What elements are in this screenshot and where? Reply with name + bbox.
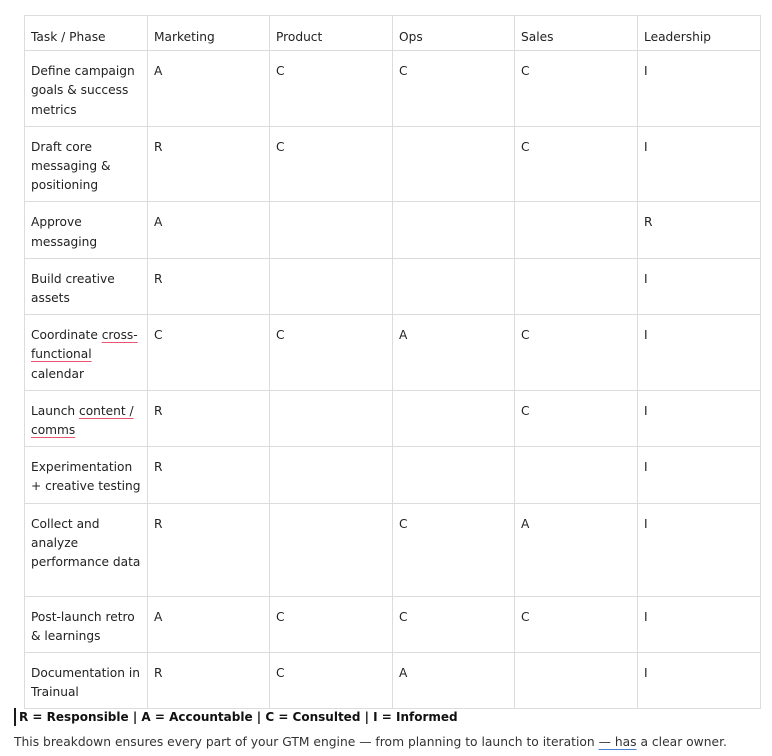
table-row — [25, 258, 761, 314]
task-cell[interactable] — [25, 390, 148, 446]
table-row — [25, 653, 761, 709]
table-row — [25, 390, 761, 446]
table-row — [25, 126, 761, 202]
raci-table-container — [24, 15, 761, 709]
product-cell[interactable]: C — [270, 51, 393, 127]
marketing-cell[interactable]: A — [148, 596, 270, 652]
sales-cell[interactable]: A — [515, 503, 638, 596]
ops-cell[interactable]: C — [393, 596, 515, 652]
product-cell[interactable] — [270, 447, 393, 503]
spellcheck-underlined-text: content / comms — [31, 403, 134, 438]
header-ops[interactable]: Ops — [393, 16, 515, 51]
task-cell[interactable]: Post-launch retro & learnings — [25, 596, 148, 652]
ops-cell[interactable]: A — [393, 653, 515, 709]
table-row — [25, 596, 761, 652]
marketing-cell[interactable]: R — [148, 390, 270, 446]
leadership-cell[interactable]: I — [638, 596, 761, 652]
sales-cell[interactable]: C — [515, 596, 638, 652]
table-row — [25, 51, 761, 127]
ops-cell[interactable] — [393, 390, 515, 446]
product-cell[interactable]: C — [270, 126, 393, 202]
header-marketing[interactable]: Marketing — [148, 16, 270, 51]
marketing-cell[interactable]: R — [148, 447, 270, 503]
task-cell[interactable]: Define campaign goals & success metrics — [25, 51, 148, 127]
sales-cell[interactable] — [515, 447, 638, 503]
task-cell[interactable]: Collect and analyze performance data — [25, 503, 148, 596]
product-cell[interactable]: C — [270, 315, 393, 391]
leadership-cell[interactable]: I — [638, 315, 761, 391]
ops-cell[interactable]: A — [393, 315, 515, 391]
product-cell[interactable] — [270, 258, 393, 314]
header-leadership[interactable]: Leadership — [638, 16, 761, 51]
task-text-start: Coordinate — [31, 328, 102, 343]
sales-cell[interactable] — [515, 202, 638, 258]
raci-legend[interactable]: R = Responsible | A = Accountable | C = Consulted | I = Informed — [14, 708, 458, 726]
task-text-start: Launch — [31, 403, 80, 418]
sales-cell[interactable] — [515, 258, 638, 314]
task-cell[interactable]: Experimentation + creative testing — [25, 447, 148, 503]
table-row — [25, 202, 761, 258]
leadership-cell[interactable]: I — [638, 258, 761, 314]
sales-cell[interactable]: C — [515, 315, 638, 391]
sales-cell[interactable]: C — [515, 126, 638, 202]
task-cell[interactable]: Build creative assets — [25, 258, 148, 314]
marketing-cell[interactable]: A — [148, 202, 270, 258]
ops-cell[interactable] — [393, 126, 515, 202]
task-cell[interactable]: Documentation in Trainual — [25, 653, 148, 709]
table-row — [25, 315, 761, 391]
leadership-cell[interactable]: I — [638, 390, 761, 446]
sales-cell[interactable] — [515, 653, 638, 709]
summary-text-end: a clear owner. — [636, 735, 727, 749]
marketing-cell[interactable]: C — [148, 315, 270, 391]
marketing-cell[interactable]: R — [148, 653, 270, 709]
sales-cell[interactable]: C — [515, 390, 638, 446]
task-text-end: calendar — [31, 366, 84, 381]
header-task-phase[interactable]: Task / Phase — [25, 16, 148, 51]
leadership-cell[interactable]: I — [638, 653, 761, 709]
product-cell[interactable]: C — [270, 596, 393, 652]
marketing-cell[interactable]: R — [148, 503, 270, 596]
summary-paragraph[interactable] — [14, 733, 727, 751]
leadership-cell[interactable]: I — [638, 126, 761, 202]
table-row — [25, 503, 761, 596]
marketing-cell[interactable]: A — [148, 51, 270, 127]
ops-cell[interactable] — [393, 258, 515, 314]
leadership-cell[interactable]: I — [638, 51, 761, 127]
ops-cell[interactable]: C — [393, 503, 515, 596]
raci-table — [24, 15, 761, 709]
leadership-cell[interactable]: R — [638, 202, 761, 258]
product-cell[interactable]: C — [270, 653, 393, 709]
product-cell[interactable] — [270, 503, 393, 596]
ops-cell[interactable]: C — [393, 51, 515, 127]
marketing-cell[interactable]: R — [148, 258, 270, 314]
product-cell[interactable] — [270, 202, 393, 258]
leadership-cell[interactable]: I — [638, 503, 761, 596]
grammar-underlined-text: — has — [598, 735, 637, 749]
task-cell[interactable]: Draft core messaging & positioning — [25, 126, 148, 202]
sales-cell[interactable]: C — [515, 51, 638, 127]
marketing-cell[interactable]: R — [148, 126, 270, 202]
leadership-cell[interactable]: I — [638, 447, 761, 503]
product-cell[interactable] — [270, 390, 393, 446]
spellcheck-underlined-text: cross-functional — [31, 328, 138, 362]
header-row — [25, 16, 761, 51]
summary-text-start: This breakdown ensures every part of your GTM engine — from planning to launch to iteration — [14, 735, 599, 749]
header-sales[interactable]: Sales — [515, 16, 638, 51]
table-row — [25, 447, 761, 503]
task-cell[interactable]: Approve messaging — [25, 202, 148, 258]
header-product[interactable]: Product — [270, 16, 393, 51]
ops-cell[interactable] — [393, 447, 515, 503]
ops-cell[interactable] — [393, 202, 515, 258]
task-cell[interactable] — [25, 315, 148, 391]
